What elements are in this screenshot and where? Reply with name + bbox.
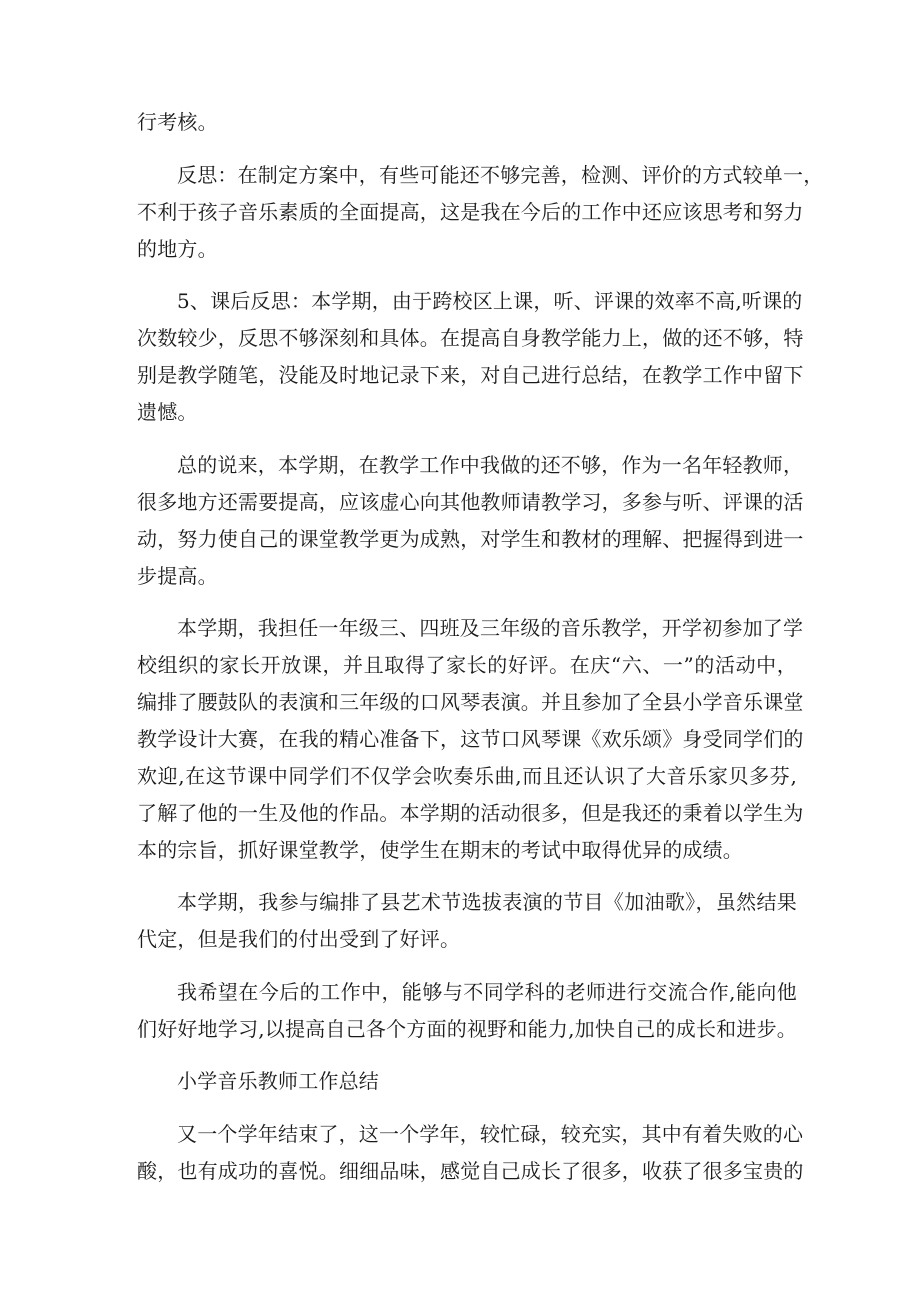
text-line: 动，努力使自己的课堂教学更为成熟，对学生和教材的理解、把握得到进一 (137, 527, 804, 551)
text-line: 遗憾。 (137, 400, 198, 424)
text-line: 别是教学随笔，没能及时地记录下来，对自己进行总结，在教学工作中留下 (137, 363, 804, 387)
text-line: 我希望在今后的工作中，能够与不同学科的老师进行交流合作,能向他 (177, 980, 797, 1004)
text-line: 总的说来，本学期，在教学工作中我做的还不够，作为一名年轻教师， (177, 453, 804, 477)
text-line: 的地方。 (137, 237, 218, 261)
section-heading: 小学音乐教师工作总结 (177, 1069, 379, 1093)
text-line: 步提高。 (137, 564, 218, 588)
text-line: 次数较少，反思不够深刻和具体。在提高自身教学能力上，做的还不够，特 (137, 326, 804, 350)
text-line: 又一个学年结束了，这一个学年，较忙碌，较充实，其中有着失败的心 (177, 1122, 804, 1146)
text-line: 们好好地学习,以提高自己各个方面的视野和能力,加快自己的成长和进步。 (137, 1017, 797, 1041)
text-line: 不利于孩子音乐素质的全面提高，这是我在今后的工作中还应该思考和努力 (137, 200, 804, 224)
text-line: 教学设计大赛，在我的精心准备下，这节口风琴课《欢乐颂》身受同学们的 (137, 727, 804, 751)
text-line: 很多地方还需要提高，应该虚心向其他教师请教学习，多参与听、评课的活 (137, 490, 804, 514)
text-line: 行考核。 (137, 110, 218, 134)
text-line: 代定，但是我们的付出受到了好评。 (137, 927, 461, 951)
text-line: 本学期，我担任一年级三、四班及三年级的音乐教学，开学初参加了学 (177, 616, 804, 640)
text-line: 酸，也有成功的喜悦。细细品味，感觉自己成长了很多，收获了很多宝贵的 (137, 1159, 804, 1183)
text-line: 了解了他的一生及他的作品。本学期的活动很多，但是我还的秉着以学生为 (137, 801, 804, 825)
text-line: 5、课后反思：本学期，由于跨校区上课，听、评课的效率不高,听课的 (177, 289, 803, 313)
text-line: 本学期，我参与编排了县艺术节选拔表演的节目《加油歌》，虽然结果 (177, 890, 797, 914)
text-line: 欢迎,在这节课中同学们不仅学会吹奏乐曲,而且还认识了大音乐家贝多芬, (137, 764, 797, 788)
text-line: 校组织的家长开放课，并且取得了家长的好评。在庆“六、一”的活动中， (137, 653, 797, 677)
text-line: 编排了腰鼓队的表演和三年级的口风琴表演。并且参加了全县小学音乐课堂 (137, 690, 804, 714)
text-line: 反思：在制定方案中，有些可能还不够完善，检测、评价的方式较单一， (177, 163, 824, 187)
text-line: 本的宗旨，抓好课堂教学，使学生在期末的考试中取得优异的成绩。 (137, 838, 743, 862)
